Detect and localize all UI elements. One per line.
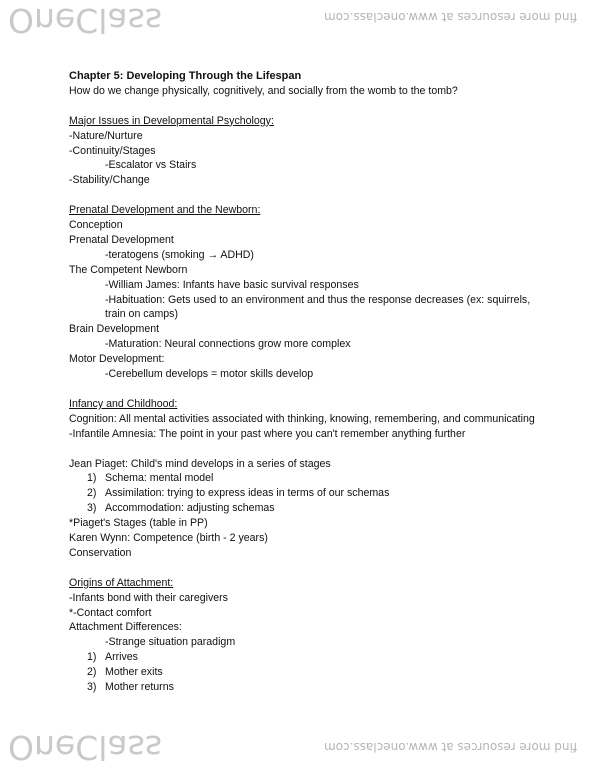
list-text: Assimilation: trying to express ideas in terms of our schemas xyxy=(105,487,390,500)
text-line: -Maturation: Neural connections grow more complex xyxy=(105,338,351,351)
intro-question: How do we change physically, cognitively, and socially from the womb to the tomb? xyxy=(69,84,458,97)
text-line: Jean Piaget: Child's mind develops in a series of stages xyxy=(69,457,331,470)
text-line: -William James: Infants have basic survival responses xyxy=(105,278,359,291)
text-line: *-Contact comfort xyxy=(69,606,152,619)
text-line: -Escalator vs Stairs xyxy=(105,159,197,172)
text-line: -Nature/Nurture xyxy=(69,129,143,142)
document-body xyxy=(69,69,549,695)
list-number: 2) xyxy=(87,666,97,679)
list-number: 1) xyxy=(87,651,97,664)
list-text: Mother exits xyxy=(105,666,163,679)
text-line: -Continuity/Stages xyxy=(69,144,156,157)
list-item xyxy=(69,680,549,695)
text-line: Conception xyxy=(69,219,123,232)
list-item xyxy=(69,650,549,665)
section-heading-prenatal: Prenatal Development and the Newborn: xyxy=(69,204,261,217)
text-line: -Infantile Amnesia: The point in your past where you can't remember anything further xyxy=(69,427,466,440)
list-number: 3) xyxy=(87,681,97,694)
list-number: 2) xyxy=(87,487,97,500)
text-line: -Stability/Change xyxy=(69,174,150,187)
list-text: Schema: mental model xyxy=(105,472,214,485)
list-number: 3) xyxy=(87,502,97,515)
page-title: Chapter 5: Developing Through the Lifespan xyxy=(69,70,302,82)
text-line: Karen Wynn: Competence (birth - 2 years) xyxy=(69,532,268,545)
list-item xyxy=(69,501,549,516)
list-text: Accommodation: adjusting schemas xyxy=(105,502,275,515)
watermark-url-top: find more resources at www.oneclass.com xyxy=(323,10,577,24)
watermark-logo-top: OneClass xyxy=(8,1,163,40)
text-line: Motor Development: xyxy=(69,353,165,366)
text-line: *Piaget's Stages (table in PP) xyxy=(69,517,208,530)
text-line: Prenatal Development xyxy=(69,233,174,246)
list-item xyxy=(69,665,549,680)
list-item xyxy=(69,471,549,486)
text-line: -Habituation: Gets used to an environment and thus the response decreases (ex: squirrels, train on camps) xyxy=(105,293,531,321)
section-heading-major-issues: Major Issues in Developmental Psychology: xyxy=(69,114,274,127)
text-line: -Strange situation paradigm xyxy=(105,636,236,649)
section-heading-attachment: Origins of Attachment: xyxy=(69,576,174,589)
text-line: -Infants bond with their caregivers xyxy=(69,591,228,604)
watermark-url-bottom: find more resources at www.oneclass.com xyxy=(323,740,577,754)
section-heading-infancy: Infancy and Childhood: xyxy=(69,397,178,410)
text-line: Conservation xyxy=(69,546,132,559)
text-line: Brain Development xyxy=(69,323,160,336)
text-line: Attachment Differences: xyxy=(69,621,182,634)
list-text: Mother returns xyxy=(105,681,174,694)
text-line: Cognition: All mental activities associated with thinking, knowing, remembering, and communicating xyxy=(69,412,535,425)
list-number: 1) xyxy=(87,472,97,485)
list-text: Arrives xyxy=(105,651,138,664)
text-line: The Competent Newborn xyxy=(69,263,188,276)
text-line: -teratogens (smoking → ADHD) xyxy=(105,248,254,261)
list-item xyxy=(69,486,549,501)
watermark-logo-bottom: OneClass xyxy=(8,728,163,767)
text-line: -Cerebellum develops = motor skills develop xyxy=(105,368,314,381)
